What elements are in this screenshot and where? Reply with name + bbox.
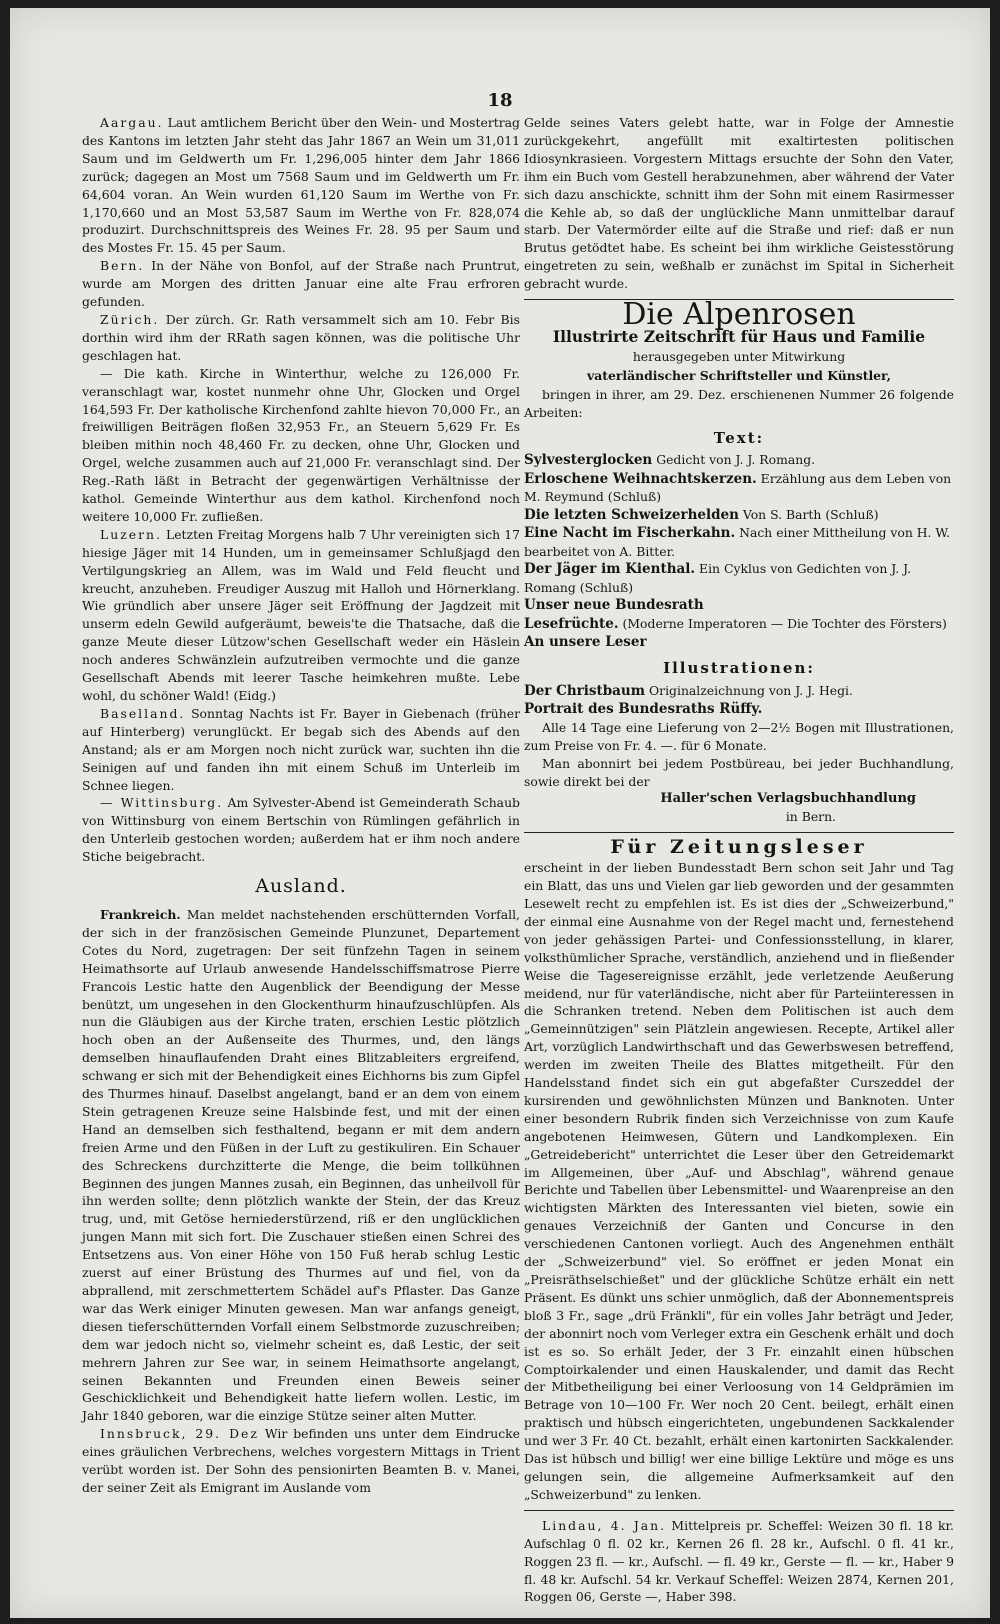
article-wittinsburg bbox=[82, 794, 520, 866]
item-detail: Ein Cyklus von Gedichten von J. J. Romang (Schluß) bbox=[524, 561, 912, 595]
ad-line: vaterländischer Schriftsteller und Künstler, bbox=[587, 367, 891, 383]
place-name: — Wittinsburg. bbox=[100, 795, 224, 811]
right-column bbox=[524, 114, 954, 1606]
item-title: Erloschene Weihnachtskerzen. bbox=[524, 470, 757, 487]
article-aargau bbox=[82, 114, 520, 257]
item-title: Die letzten Schweizerhelden bbox=[524, 506, 739, 523]
article-text: Man meldet nachstehenden erschütternden Vorfall, der sich in der französischen Gemeinde Plunzunet, Departement Cotes du Nord, zugetragen: Der seit fünfzehn Tagen in seinem Heimathsorte auf Urlaub anwesende Handelsschiffsmatrose Pierre Francois Lestic hatte den Augenblick der Beendigung der Messe benützt, um ungesehen in den Glockenthurm hinaufzuschlüpfen. Als nun die Gläubigen aus der Kirche traten, erschien Lestic plötzlich hoch oben an der Außenseite des Thurmes, und, den längs demselben hinauflaufenden Draht eines Blitzableiters ergreifend, schwang er sich mit der Behendigkeit eines Eichhorns bis zum Gipfel des Thurmes hinauf. Daselbst angelangt, band er an dem von einem Stein getragenen Kreuze seine Halsbinde fest, und mit der einen Hand an demselben sich festhaltend, begann er mit dem andern freien Arme und den Füßen in der Luft zu gestikuliren. Ein Schauer des Schreckens durchzitterte die Menge, die beim tollkühnen Beginnen des jungen Mannes zusah, ein Beginnen, das unheilvoll für ihn werden sollte; denn plötzlich wankte der Stein, der das Kreuz trug, und, mit Getöse herniederstürzend, riß er den unglücklichen jungen Mann mit sich fort. Die Zuschauer stießen einen Schrei des Entsetzens aus. Von einer Höhe von 150 Fuß herab schlug Lestic zuerst auf einer Brüstung des Thurmes auf und fiel, von da abprallend, mit zerschmettertem Schädel auf's Pflaster. Das Ganze war das Werk einiger Minuten gewesen. Man war anfangs geneigt, diesen tieferschütternden Vorfall einem Selbstmorde zuzuschreiben; dem war jedoch nicht so, vielmehr scheint es, daß Lestic, der seit mehrern Jahren zur See war, in seinem Heimathsorte angelangt, seinen Bekannten und Freunden einen Beweis seiner Geschicklichkeit und Behendigkeit hatte liefern wollen. Lestic, im Jahr 1840 geboren, war die einzige Stütze seiner alten Mutter. bbox=[82, 906, 520, 1424]
list-item bbox=[524, 451, 954, 470]
place-name: Luzern. bbox=[100, 526, 162, 542]
ad-body: Alle 14 Tage eine Lieferung von 2—2½ Bogen mit Illustrationen, zum Preise von Fr. 4. —. für 6 Monate. bbox=[524, 719, 954, 753]
ad-publisher-place: in Bern. bbox=[785, 809, 836, 825]
ad-alpenrosen bbox=[524, 297, 954, 826]
place-name: Frankreich. bbox=[100, 906, 181, 922]
article-zuerich bbox=[82, 311, 520, 365]
item-title: Der Jäger im Kienthal. bbox=[524, 561, 696, 578]
market-report-lindau bbox=[524, 1517, 954, 1607]
ad-subtitle: Illustrirte Zeitschrift für Haus und Familie bbox=[552, 326, 926, 346]
item-title: Unser neue Bundesrath bbox=[524, 597, 704, 614]
item-title: An unsere Leser bbox=[524, 634, 647, 651]
ad-body: erscheint in der lieben Bundesstadt Bern schon seit Jahr und Tag ein Blatt, das uns und Vielen gar lieb geworden und der gesammten Lesewelt recht zu empfehlen ist. Es ist dies der „Schweizerbund," der einmal eine Ausnahme von der Regel macht und, fernestehend von jeder gehässigen Partei- und Confessionsstellung, in klarer, volksthümlicher Sprache, verständlich, anziehend und in fließender Weise die Tagesereignisse erzählt, jede verletzende Aeußerung meidend, nur für vaterländische, nicht aber für Parteiinteressen in die Schranken tretend. Neben dem Politischen ist auch dem „Gemeinnützigen" sein Plätzlein angewiesen. Recepte, Artikel aller Art, vorzüglich Landwirthschaft und das Gewerbswesen betreffend, werden im zweiten Theile des Blattes mitgetheilt. Für den Handelsstand findet sich ein gut abgefaßter Curszeddel der kursirenden und gewöhnlichsten Münzen und Banknoten. Unter einer besondern Rubrik finden sich Verzeichnisse von zum Kaufe angebotenen Heimwesen, Gütern und Landkomplexen. Ein „Getreidebericht" unterrichtet die Leser über den Getreidemarkt im Allgemeinen, über „Auf- und Abschlag", während genaue Berichte und Tabellen über Lebensmittel- und Waarenpreise an den wichtigsten Märkten des Interessanten viel bieten, sowie ein genaues Verzeichniß der Ganten und Concurse in den verschiedenen Cantonen vorliegt. Auch des Angenehmen enthält der „Schweizerbund" viel. So eröffnet er jeden Monat ein „Preisräthselschießet" und der glückliche Schütze erhält ein nett Präsent. Es dünkt uns schier unmöglich, daß der Abonnementspreis bloß 3 Fr., sage „drü Fränkli", für ein volles Jahr beträgt und Jeder, der abonnirt noch vom Verleger extra ein Geschenk erhält und doch ist es so. So erhält Jeder, der 3 Fr. einzahlt einen hübschen Comptoirkalender und einen Hauskalender, und damit das Recht der Mitbetheiligung bei einer Verloosung von 14 Geldprämien im Betrage von 10—100 Fr. Wer noch 20 Cent. beilegt, erhält einen praktisch und hübsch eingerichteten, ungebundenen Sackkalender und wer 3 Fr. 40 Ct. bezahlt, erhält einen kartonirten Sackkalender. Das ist hübsch und billig! wer eine billige Lektüre und möge es uns gelungen sein, die allgemeine Aufmerksamkeit auf den „Schweizerbund" zu lenken. bbox=[524, 860, 954, 1502]
list-item bbox=[524, 596, 954, 615]
place-name: Baselland. bbox=[100, 705, 186, 721]
divider bbox=[524, 1510, 954, 1511]
article-text: Wir befinden uns unter dem Eindrucke eines gräulichen Verbrechens, welches vorgestern Mittags in Trient verübt worden ist. Der Sohn des pensionirten Beamten B. v. Manei, der seiner Zeit als Emigrant im Auslande vom bbox=[82, 1426, 520, 1495]
ad-line: herausgegeben unter Mitwirkung bbox=[632, 348, 846, 364]
ad-title: Für Zeitungsleser bbox=[610, 836, 868, 859]
newspaper-page bbox=[10, 8, 990, 1618]
item-title: Portrait des Bundesraths Rüffy. bbox=[524, 701, 763, 718]
article-luzern bbox=[82, 526, 520, 705]
article-text: In der Nähe von Bonfol, auf der Straße nach Pruntrut, wurde am Morgen des dritten Januar eine alte Frau erfroren gefunden. bbox=[82, 258, 520, 310]
place-name: Lindau, 4. Jan. bbox=[542, 1517, 667, 1533]
article-baselland bbox=[82, 705, 520, 795]
ad-illus-heading: Illustrationen: bbox=[663, 658, 815, 677]
left-column bbox=[82, 114, 520, 1497]
item-title: Der Christbaum bbox=[524, 682, 646, 699]
list-item bbox=[524, 700, 954, 719]
item-detail: Erzählung aus dem Leben von M. Reymund (Schluß) bbox=[524, 470, 952, 505]
place-name: Zürich. bbox=[100, 311, 160, 327]
article-frankreich bbox=[82, 906, 520, 1425]
place-name: Innsbruck, 29. Dez bbox=[100, 1426, 259, 1442]
list-item bbox=[524, 682, 954, 701]
place-name: Bern. bbox=[100, 258, 145, 274]
article-text: Am Sylvester-Abend ist Gemeinderath Schaub von Wittinsburg von einem Bertschin von Rümlingen gefährlich in den Unterleib gestochen worden; außerdem hat er ihm noch andere Stiche beigebracht. bbox=[82, 795, 520, 865]
article-text: Laut amtlichem Bericht über den Wein- und Mostertrag des Kantons im letzten Jahr steht das Jahr 1867 an Wein um 31,011 Saum und im Geldwerth um Fr. 1,296,005 hinter dem Jahr 1866 zurück; dagegen an Most um 7568 Saum und im Geldwerth um Fr. 64,604 voran. An Wein wurden 61,120 Saum im Werthe von Fr. 1,170,660 und an Most 53,587 Saum im Werthe von Fr. 828,074 produzirt. Durchschnittspreis des Weines Fr. 28. 95 per Saum und des Mostes Fr. 15. 45 per Saum. bbox=[82, 115, 520, 256]
ad-publisher: Haller'schen Verlagsbuchhandlung bbox=[660, 791, 916, 807]
article-bern bbox=[82, 257, 520, 311]
article-text: Sonntag Nachts ist Fr. Bayer in Giebenach (früher auf Hinterberg) verunglückt. Er begab sich des Abends auf den Anstand; als er am Morgen noch nicht zurück war, suchten ihn die Seinigen auf und fanden ihn mit einem Schuß im Unterleib im Schnee liegen. bbox=[82, 705, 520, 793]
article-text: Der zürch. Gr. Rath versammelt sich am 10. Febr Bis dorthin wird ihm der RRath sagen können, was die politische Uhr geschlagen hat. bbox=[82, 311, 520, 363]
item-detail: Von S. Barth (Schluß) bbox=[742, 506, 879, 522]
item-title: Eine Nacht im Fischerkahn. bbox=[524, 525, 736, 542]
list-item bbox=[524, 615, 954, 634]
ad-body: Man abonnirt bei jedem Postbüreau, bei jeder Buchhandlung, sowie direkt bei der bbox=[524, 755, 954, 789]
article-text: Mittelpreis pr. Scheffel: Weizen 30 fl. 18 kr. Aufschlag 0 fl. 02 kr., Kernen 26 fl. 28 kr., Aufschl. 0 fl. 41 kr., Roggen 23 fl. — kr., Aufschl. — fl. 49 kr., Gerste — fl. — kr., Haber 9 fl. 48 kr. Aufschl. 54 kr. Verkauf Scheffel: Weizen 2874, Kernen 201, Roggen 06, Gerste —, Haber 398. bbox=[524, 1517, 954, 1605]
place-name: Aargau. bbox=[100, 115, 164, 130]
ad-line: bringen in ihrer, am 29. Dez. erschienenen Nummer 26 folgende Arbeiten: bbox=[524, 386, 954, 420]
item-detail: Gedicht von J. J. Romang. bbox=[656, 452, 816, 468]
ad-contents-list bbox=[524, 451, 954, 652]
divider bbox=[524, 832, 954, 833]
list-item bbox=[524, 470, 954, 506]
item-detail: Nach einer Mittheilung von H. W. bearbeitet von A. Bitter. bbox=[524, 525, 950, 559]
item-detail: (Moderne Imperatoren — Die Tochter des Försters) bbox=[622, 615, 947, 631]
section-title-ausland: Ausland. bbox=[255, 875, 347, 898]
list-item bbox=[524, 560, 954, 596]
article-continuation: Gelde seines Vaters gelebt hatte, war in Folge der Amnestie zurückgekehrt, angefüllt mit exaltirtesten politischen Idiosynkrasieen. Vorgestern Mittags ersuchte der Sohn den Vater, ihm ein Buch vom Gestell herabzunehmen, aber während der Vater sich dazu anschickte, schnitt ihm der Sohn mit einem Rasirmesser die Kehle ab, so daß der unglückliche Mann unmittelbar darauf starb. Der Vatermörder eilte auf die Straße und rief: daß er nun Brutus getödtet habe. Es scheint bei ihm wirkliche Geistesstörung eingetreten zu sein, weßhalb er zunächst im Spital in Sicherheit gebracht wurde. bbox=[524, 115, 954, 292]
item-title: Lesefrüchte. bbox=[524, 615, 619, 632]
list-item bbox=[524, 506, 954, 525]
ad-title: Die Alpenrosen bbox=[622, 297, 856, 333]
item-title: Sylvesterglocken bbox=[524, 452, 653, 469]
ad-text-heading: Text: bbox=[713, 428, 765, 447]
list-item bbox=[524, 633, 954, 652]
page-number: 18 bbox=[487, 90, 513, 111]
article-text: Letzten Freitag Morgens halb 7 Uhr vereinigten sich 17 hiesige Jäger mit 14 Hunden, um in gemeinsamer Schlußjagd den Vertilgungskrieg an Allem, was im Wald und Feld fleucht und kreucht, anzuheben. Freudiger Auszug mit Halloh und Hörnerklang. Wie gründlich aber unsere Jäger seit Eröffnung der Jagdzeit mit unserm edeln Gewild aufgeräumt, beweis'te die Thatsache, daß die ganze Meute dieser Lützow'schen Gesellschaft weder ein Häslein noch anderes Schwänzlein aufzutreiben vermochte und die ganze Gesellschaft Abends mit leerer Tasche heimkehren mußte. Lebe wohl, du schöner Wald! (Eidg.) bbox=[82, 526, 520, 703]
ad-zeitungsleser bbox=[524, 836, 954, 1504]
list-item bbox=[524, 524, 954, 560]
item-detail: Originalzeichnung von J. J. Hegi. bbox=[649, 682, 853, 698]
article-innsbruck bbox=[82, 1425, 520, 1497]
article-kirche: — Die kath. Kirche in Winterthur, welche zu 126,000 Fr. veranschlagt war, kostet nunmehr ohne Uhr, Glocken und Orgel 164,593 Fr. Der katholische Kirchenfond zahlte hievon 70,000 Fr., an freiwilligen Beiträgen floßen 32,953 Fr., an Steuern 5,629 Fr. Es bleiben mithin noch 48,460 Fr. zu decken, ohne Uhr, Glocken und Orgel, welche zusammen auch auf 21,000 Fr. veranschlagt sind. Der Reg.-Rath läßt in Betracht der gegenwärtigen Verhältnisse der kathol. Gemeinde Winterthur aus dem kathol. Kirchenfond noch weitere 10,000 Fr. zufließen. bbox=[82, 365, 520, 524]
